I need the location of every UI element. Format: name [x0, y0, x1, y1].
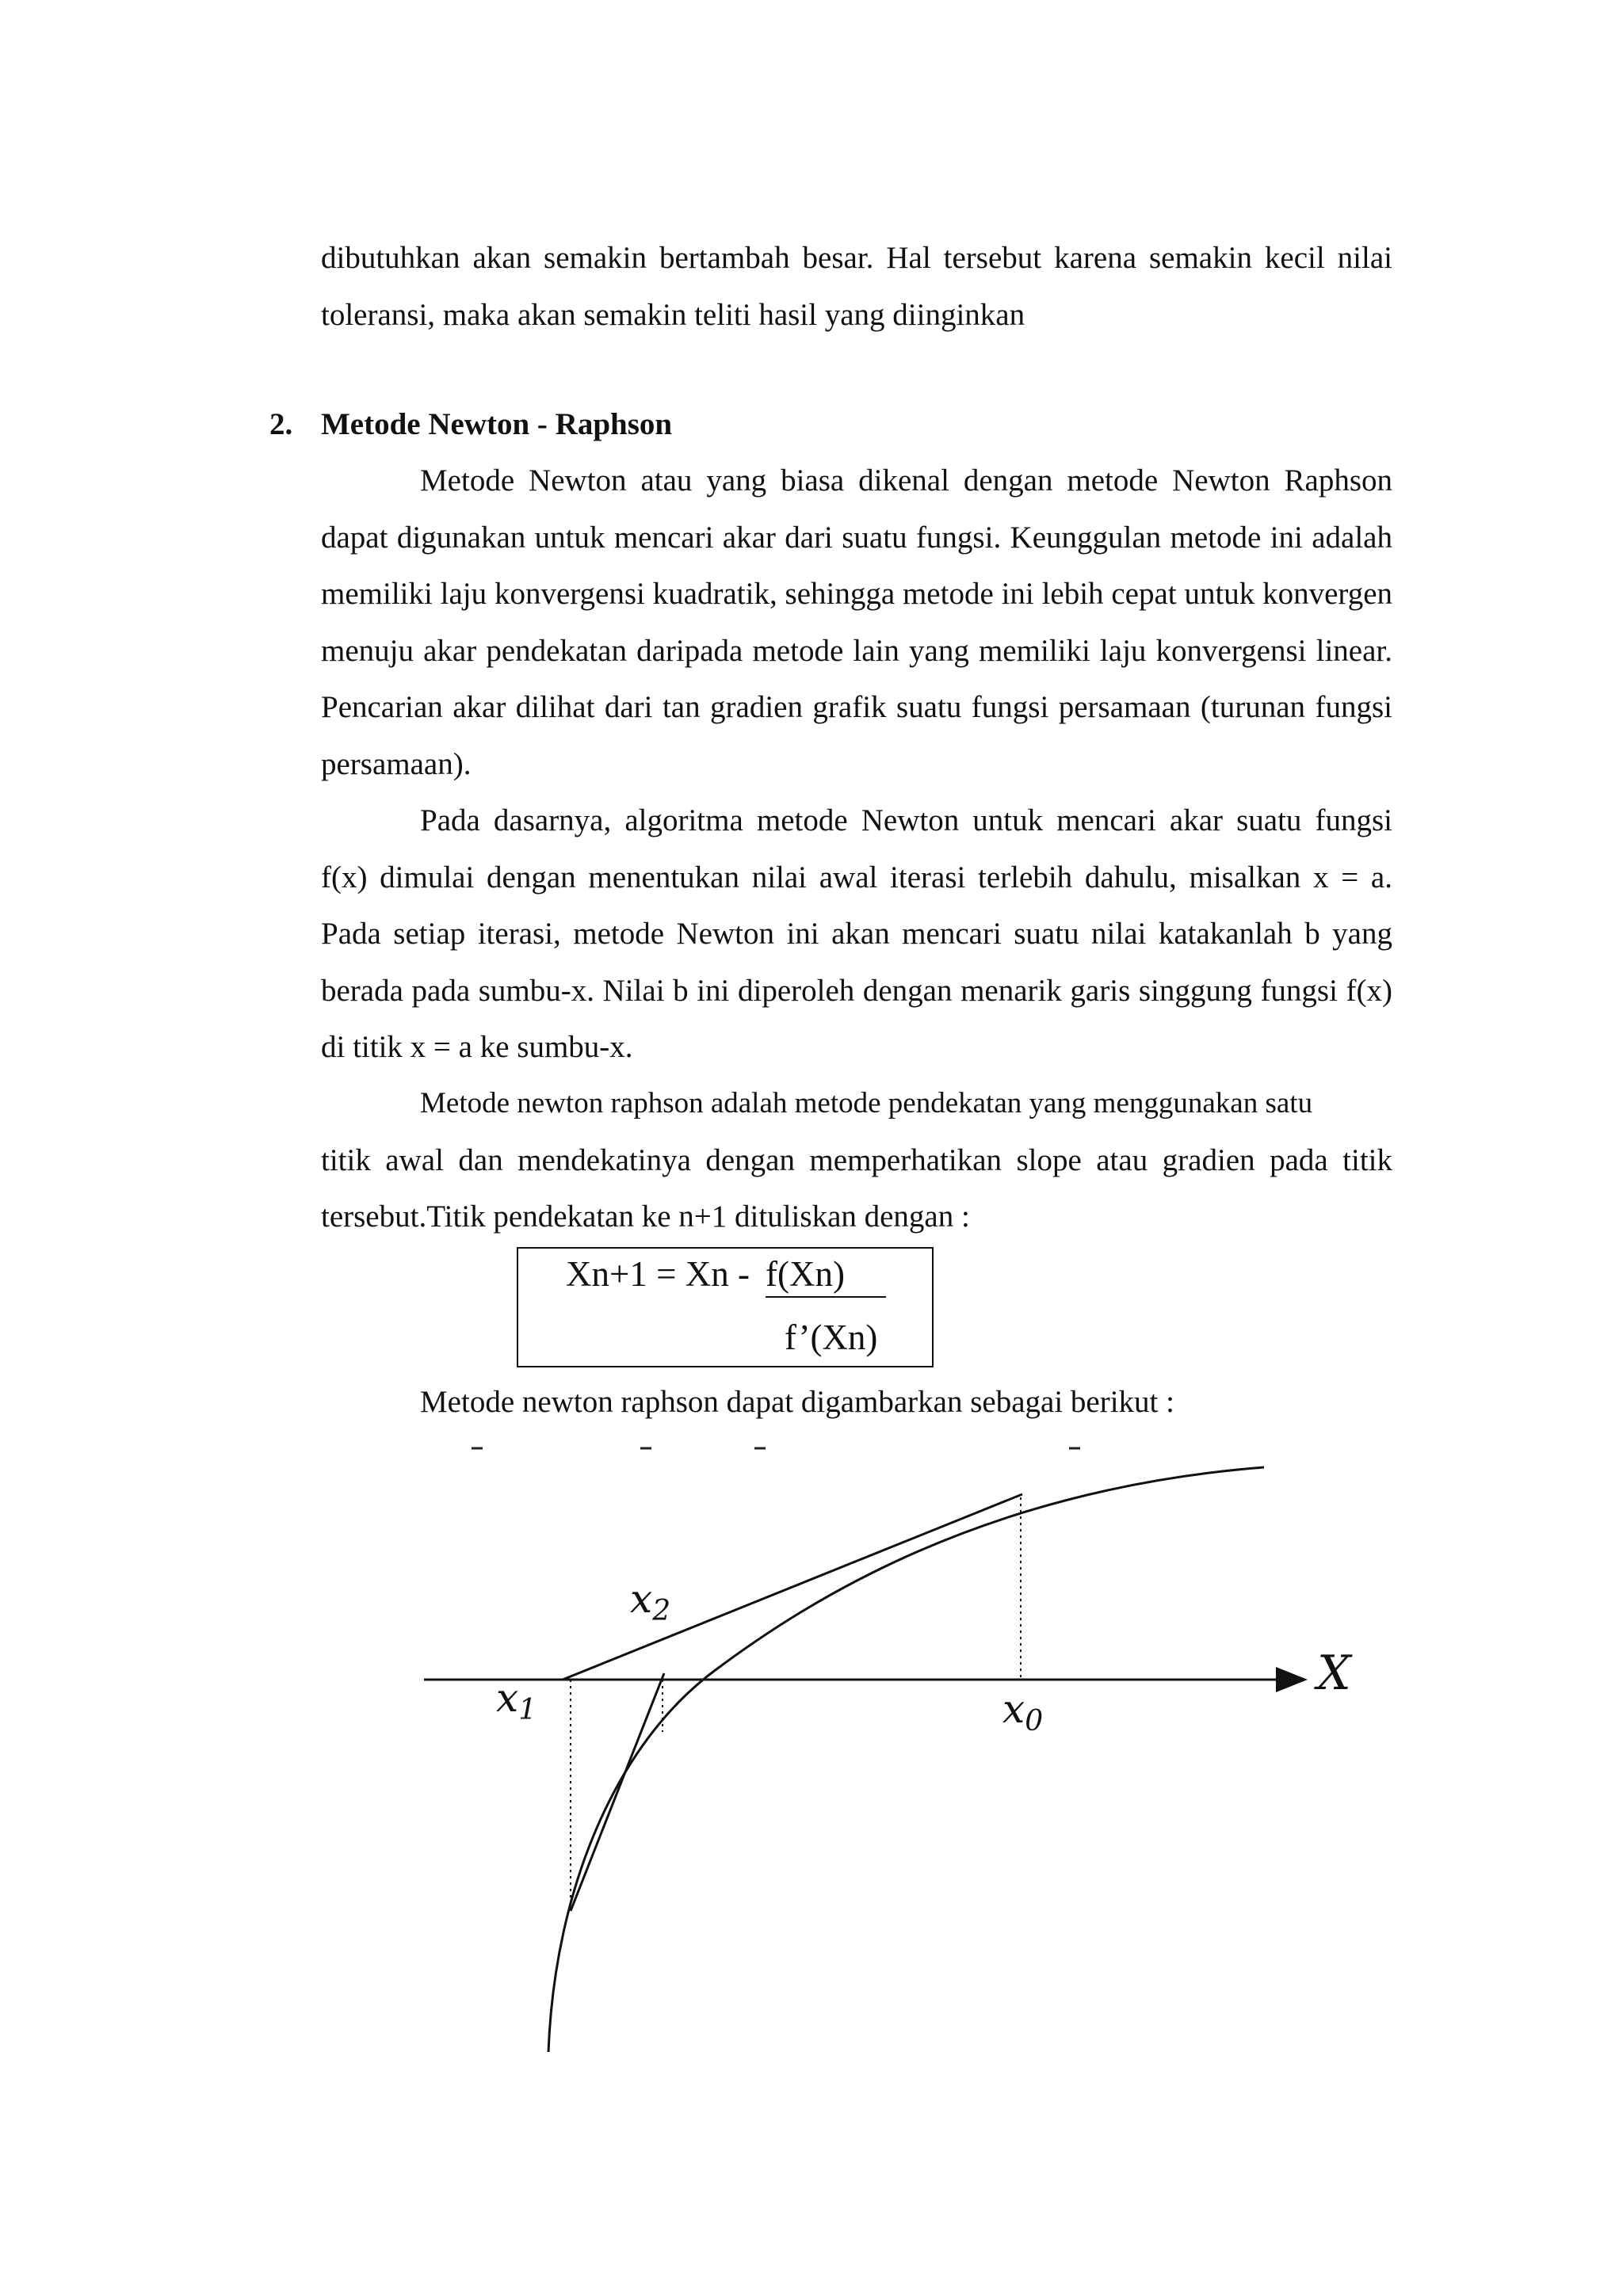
figure-caption: Metode newton raphson dapat digambarkan sebagai berikut : — [420, 1385, 1174, 1419]
paragraph-text: titik awal dan mendekatinya dengan memperhatikan slope atau gradien pada titik tersebut.Titik pendekatan ke n+1 dituliskan dengan : — [321, 1142, 1392, 1234]
paragraph-text: dibutuhkan akan semakin bertambah besar. Hal tersebut karena semakin kecil nilai toleransi, maka akan semakin teliti hasil yang diinginkan — [321, 241, 1392, 332]
formula-lhs: Xn+1 = Xn - — [566, 1254, 750, 1294]
paragraph-text: Pada dasarnya, algoritma metode Newton untuk mencari akar suatu fungsi f(x) dimulai dengan menentukan nilai awal iterasi terlebih dahulu, misalkan x = a. Pada setiap iterasi, metode Newton ini akan mencari suatu nilai katakanlah b yang berada pada sumbu-x. Nilai b ini diperoleh dengan menarik garis singgung fungsi f(x) di titik x = a ke sumbu-x. — [321, 803, 1392, 1064]
formula-denominator: f’(Xn) — [785, 1318, 878, 1357]
paragraph-text: Metode Newton atau yang biasa dikenal dengan metode Newton Raphson dapat digunakan untuk mencari akar dari suatu fungsi. Keunggulan metode ini adalah memiliki laju konvergensi kuadratik, sehingga metode ini lebih cepat untuk konvergen menuju akar pendekatan daripada metode lain yang memiliki laju konvergensi linear. Pencarian akar dilihat dari tan gradien grafik suatu fungsi persamaan (turunan fungsi persamaan). — [321, 463, 1392, 781]
x2-label: $x_2$ — [630, 1576, 671, 1627]
formula-numerator: f(Xn) — [766, 1254, 845, 1294]
function-curve — [548, 1467, 1264, 2052]
tangent-line-x1 — [571, 1673, 664, 1911]
x-axis-arrowhead — [1276, 1667, 1308, 1692]
x1-label: $x_1$ — [496, 1675, 537, 1726]
section-number: 2. — [269, 407, 293, 441]
section-title: Metode Newton - Raphson — [321, 407, 673, 441]
paragraph-first-line: Metode newton raphson adalah metode pendekatan yang menggunakan satu — [420, 1087, 1313, 1119]
x0-label: $x_0$ — [1002, 1686, 1044, 1737]
x-axis-label: X — [1317, 1646, 1351, 1701]
